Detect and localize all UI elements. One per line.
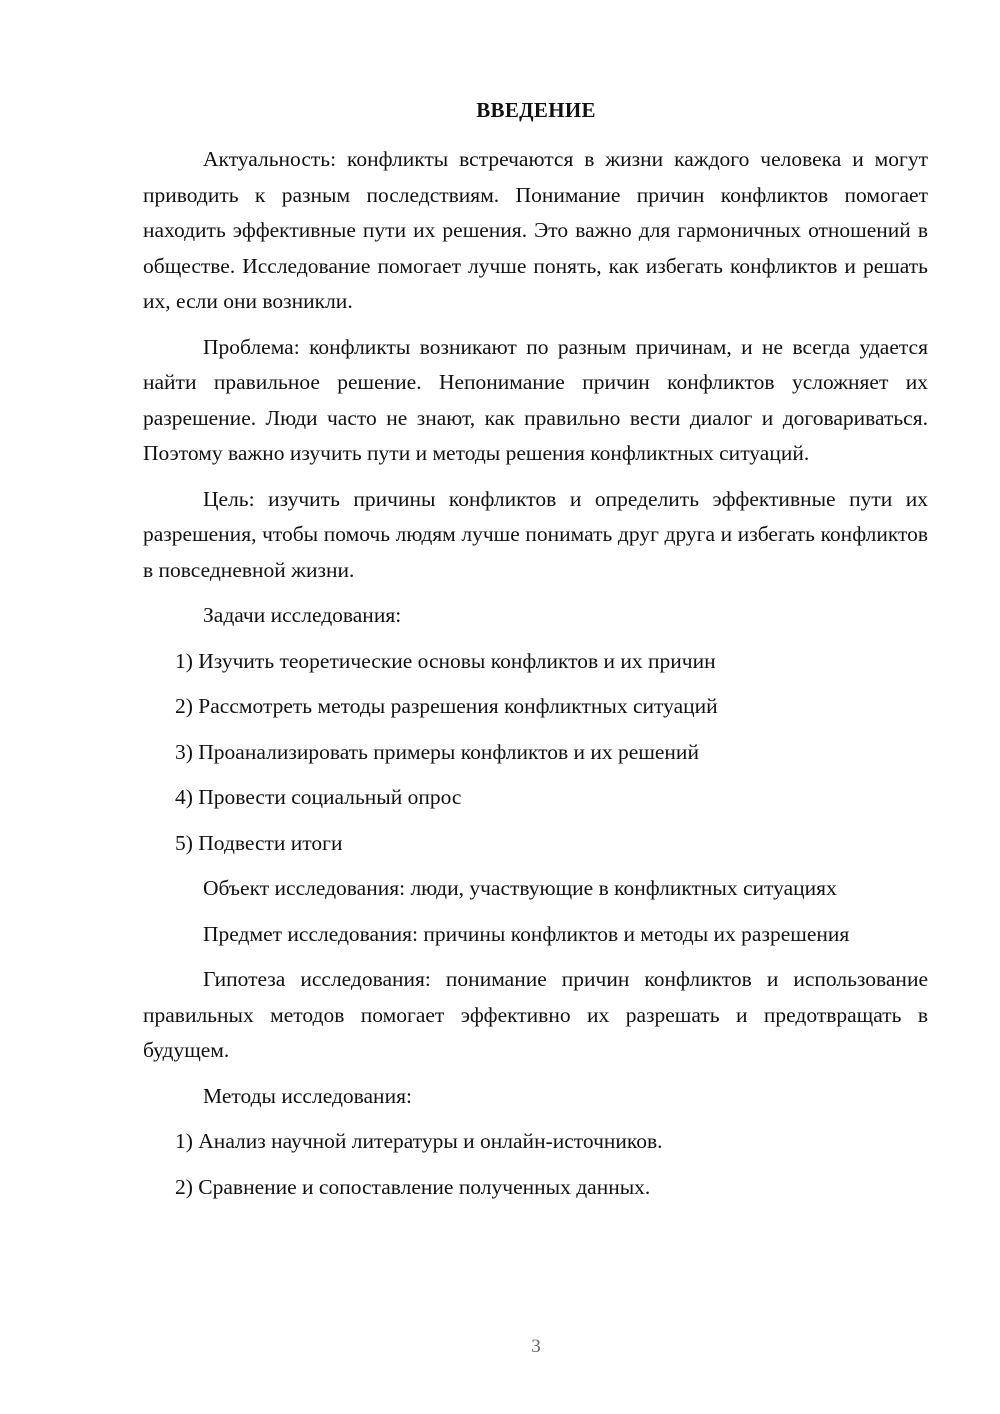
list-item: 1) Изучить теоретические основы конфликтов и их причин xyxy=(175,648,716,673)
paragraph-relevance: Актуальность: конфликты встречаются в жизни каждого человека и могут приводить к разным последствиям. Понимание причин конфликтов помогает находить эффективные пути их решения. Это важно для гармоничных отношений в обществе. Исследование помогает лучше понять, как избегать конфликтов и решать их, если они возникли. xyxy=(143,147,928,313)
list-item: 2) Сравнение и сопоставление полученных данных. xyxy=(175,1174,651,1199)
page-number: 3 xyxy=(531,1336,541,1357)
list-item: 5) Подвести итоги xyxy=(175,830,343,855)
paragraph-subject: Предмет исследования: причины конфликтов и методы их разрешения xyxy=(203,921,850,946)
list-item: 4) Провести социальный опрос xyxy=(175,785,462,809)
tasks-list xyxy=(143,644,928,862)
list-item: 3) Проанализировать примеры конфликтов и их решений xyxy=(175,739,699,764)
document-body xyxy=(143,142,928,1215)
methods-heading: Методы исследования: xyxy=(203,1083,412,1108)
list-item: 1) Анализ научной литературы и онлайн-источников. xyxy=(175,1129,663,1153)
paragraph-object: Объект исследования: люди, участвующие в конфликтных ситуациях xyxy=(203,876,837,900)
paragraph-hypothesis: Гипотеза исследования: понимание причин конфликтов и использование правильных методов помогает эффективно их разрешать и предотвращать в будущем. xyxy=(143,967,928,1062)
methods-list xyxy=(143,1124,928,1205)
tasks-heading: Задачи исследования: xyxy=(203,603,402,627)
paragraph-goal: Цель: изучить причины конфликтов и определить эффективные пути их разрешения, чтобы помочь людям лучше понимать друг друга и избегать конфликтов в повседневной жизни. xyxy=(143,486,928,582)
paragraph-problem: Проблема: конфликты возникают по разным причинам, и не всегда удается найти правильное решение. Непонимание причин конфликтов усложняет их разрешение. Люди часто не знают, как правильно вести диалог и договариваться. Поэтому важно изучить пути и методы решения конфликтных ситуаций. xyxy=(143,334,928,465)
list-item: 2) Рассмотреть методы разрешения конфликтных ситуаций xyxy=(175,694,718,718)
page-title: ВВЕДЕНИЕ xyxy=(476,98,596,122)
